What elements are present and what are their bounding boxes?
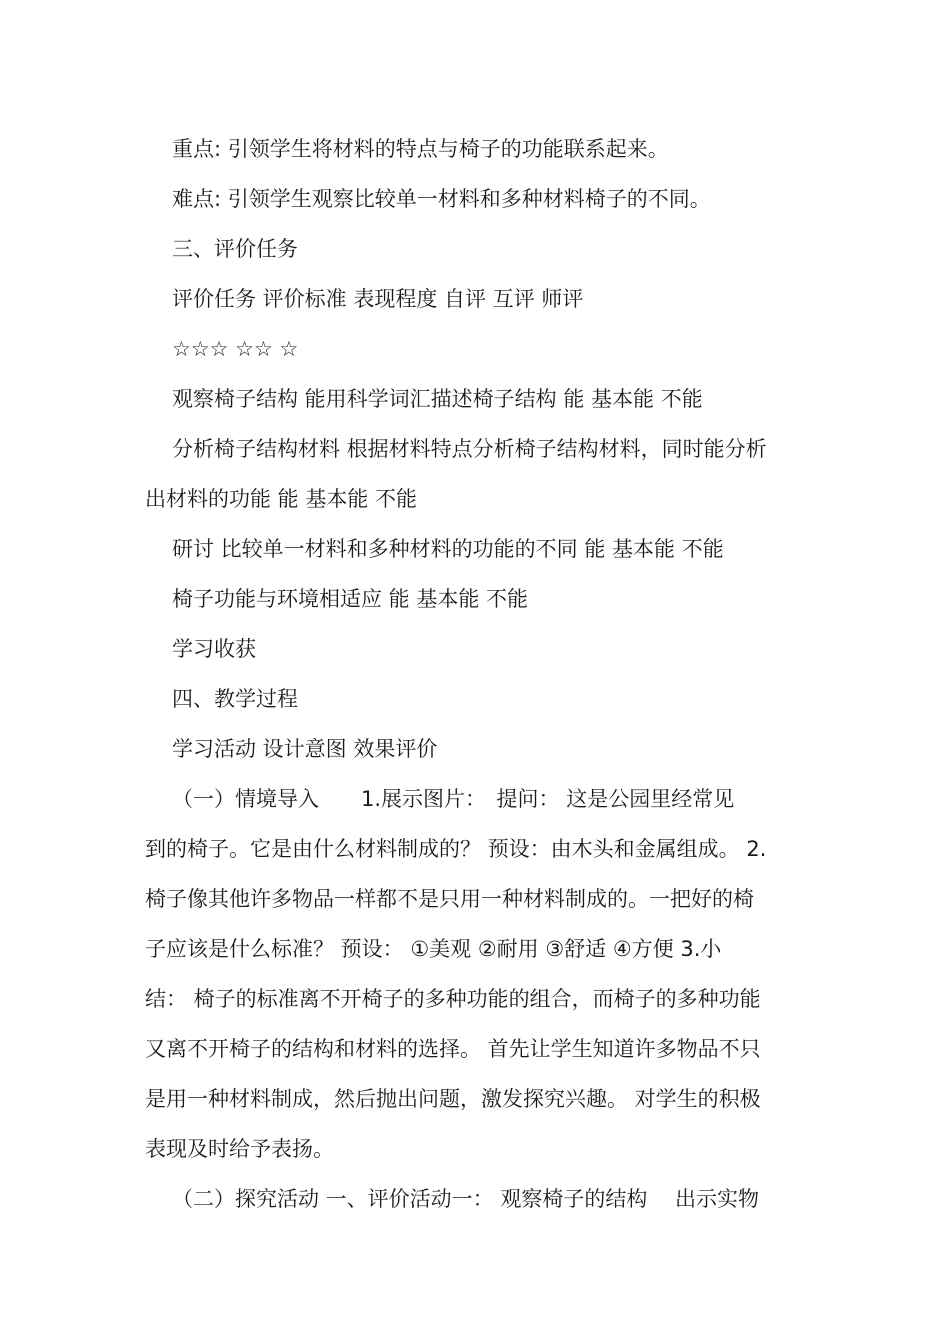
intro-paragraph-line-8: 表现及时给予表扬。: [145, 1137, 334, 1161]
intro-paragraph-line-6: 又离不开椅子的结构和材料的选择。 首先让学生知道许多物品不只: [145, 1037, 761, 1061]
evaluation-table-header: 评价任务 评价标准 表现程度 自评 互评 师评: [172, 287, 584, 311]
intro-paragraph-line-3: 椅子像其他许多物品一样都不是只用一种材料制成的。一把好的椅: [145, 887, 754, 911]
process-table-header: 学习活动 设计意图 效果评价: [172, 737, 438, 761]
star-rating-row: ☆☆☆ ☆☆ ☆: [172, 337, 299, 361]
intro-paragraph-line-1: （一）情境导入 1.展示图片： 提问： 这是公园里经常见: [172, 787, 735, 811]
evaluation-row-structure: 观察椅子结构 能用科学词汇描述椅子结构 能 基本能 不能: [172, 387, 703, 411]
evaluation-row-material: 分析椅子结构材料 根据材料特点分析椅子结构材料，同时能分析: [172, 437, 767, 461]
section-heading-evaluation: 三、评价任务: [172, 237, 298, 261]
evaluation-row-material-cont: 出材料的功能 能 基本能 不能: [145, 487, 418, 511]
evaluation-row-discussion: 研讨 比较单一材料和多种材料的功能的不同 能 基本能 不能: [172, 537, 724, 561]
section-heading-process: 四、教学过程: [172, 687, 298, 711]
intro-paragraph-line-5: 结： 椅子的标准离不开椅子的多种功能的组合，而椅子的多种功能: [145, 987, 761, 1011]
explore-activity-line: （二）探究活动 一、评价活动一： 观察椅子的结构 出示实物: [172, 1187, 760, 1211]
intro-paragraph-line-4: 子应该是什么标准？ 预设： ①美观 ②耐用 ③舒适 ④方便 3.小: [145, 937, 722, 961]
key-point-line: 重点: 引领学生将材料的特点与椅子的功能联系起来。: [172, 137, 669, 161]
learning-gains-line: 学习收获: [172, 637, 256, 661]
intro-paragraph-line-2: 到的椅子。它是由什么材料制成的？ 预设：由木头和金属组成。 2.: [145, 837, 767, 861]
difficult-point-line: 难点: 引领学生观察比较单一材料和多种材料椅子的不同。: [172, 187, 711, 211]
evaluation-row-environment: 椅子功能与环境相适应 能 基本能 不能: [172, 587, 529, 611]
intro-paragraph-line-7: 是用一种材料制成，然后抛出问题，激发探究兴趣。 对学生的积极: [145, 1087, 761, 1111]
